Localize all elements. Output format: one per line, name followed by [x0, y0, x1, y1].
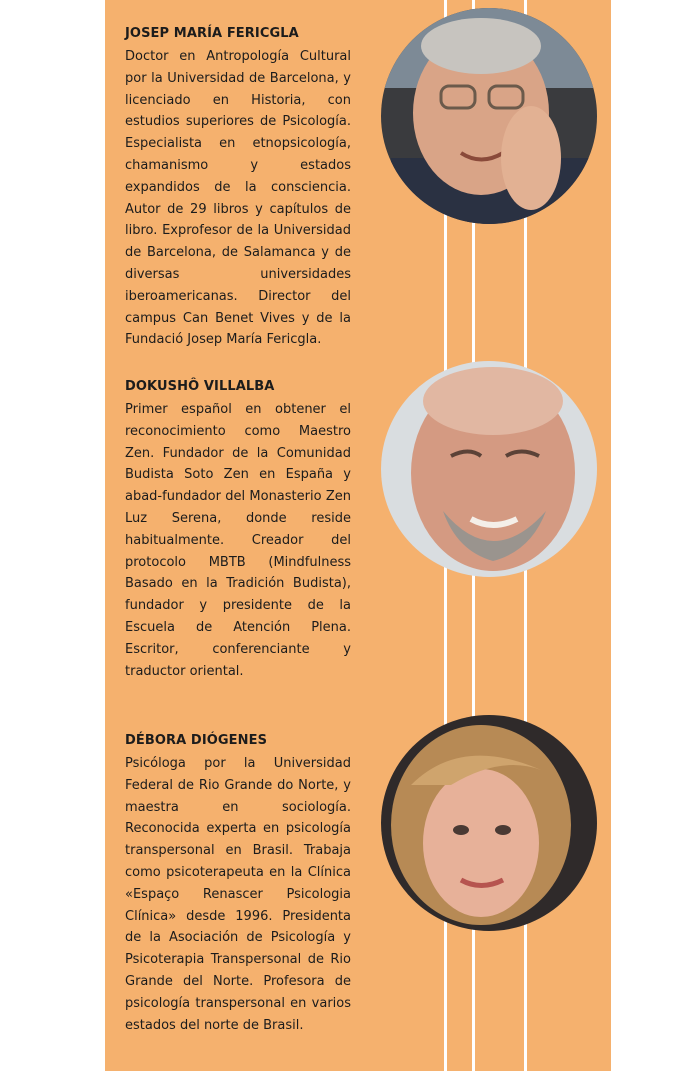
bio-name: JOSEP MARÍA FERICGLA [125, 26, 299, 41]
bio-text: Doctor en Antropología Cultural por la Universidad de Barcelona, y licenciado en Historia, con estudios superiores de Psicología. Especialista en etnopsicología, chamanismo y estados expandidos de la consciencia. Autor de 29 libros y capítulos de libro. Exprofesor de la Universidad de Barcelona, de Salamanca y de diversas universidades iberoamericanas. Director del campus Can Benet Vives y de la Fundació Josep María Fericgla. [125, 49, 351, 348]
bio-fericgla [125, 23, 351, 351]
bio-villalba [125, 376, 351, 682]
bio-text: Primer español en obtener el reconocimiento como Maestro Zen. Fundador de la Comunidad Budista Soto Zen en España y abad-fundador del Monasterio Zen Luz Serena, donde reside habitualmente. Creador del protocolo MBTB (Mindfulness Basado en la Tradición Budista), fundador y presidente de la Escuela de Atención Plena. Escritor, conferenciante y traductor oriental. [125, 402, 351, 679]
bio-text: Psicóloga por la Universidad Federal de Rio Grande do Norte, y maestra en sociología. Reconocida experta en psicología transpersonal en Brasil. Trabaja como psicoterapeuta en la Clínica «Espaço Renascer Psicologia Clínica» desde 1996. Presidenta de la Asociación de Psicología y Psicoterapia Transpersonal de Rio Grande del Norte. Profesora de psicología transpersonal en varios estados del norte de Brasil. [125, 756, 351, 1033]
bio-name: DOKUSHÔ VILLALBA [125, 379, 275, 394]
portrait-photo-diogenes [381, 715, 597, 931]
bio-diogenes [125, 730, 351, 1036]
portrait-photo-fericgla [381, 8, 597, 224]
bio-name: DÉBORA DIÓGENES [125, 733, 268, 748]
portrait-photo-villalba [381, 361, 597, 577]
